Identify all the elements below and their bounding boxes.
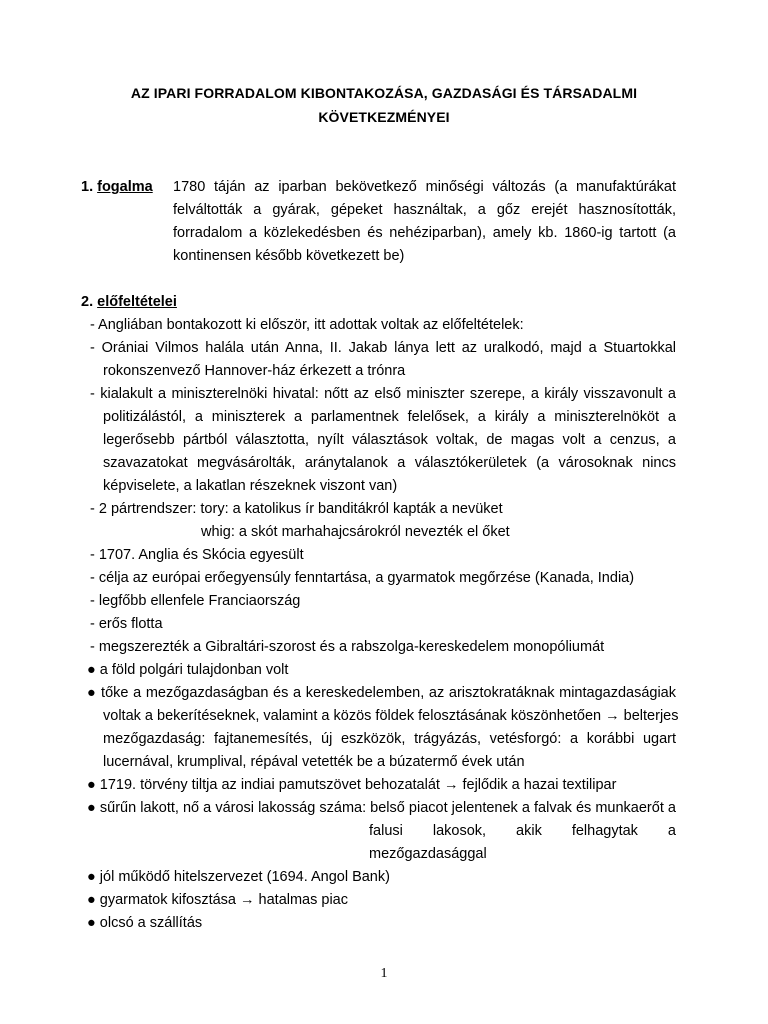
bullet-item-continuation: mezőgazdasággal	[369, 846, 487, 862]
section-1-line: 1780 táján az iparban bekövetkező minőségi változás (a manufaktúrákat	[173, 179, 676, 195]
list-item: - 2 pártrendszer: tory: a katolikus ír banditákról kapták a nevüket	[90, 501, 503, 517]
list-item: - megszerezték a Gibraltári-szorost és a rabszolga-kereskedelem monopóliumát	[90, 639, 605, 655]
bullet-item: ● a föld polgári tulajdonban volt	[87, 662, 289, 678]
bullet-item: ● sűrűn lakott, nő a városi lakosság száma: belső piacot jelentenek a falvak és munkaerőt a	[87, 800, 676, 816]
list-item: - célja az európai erőegyensúly fenntartása, a gyarmatok megőrzése (Kanada, India)	[90, 570, 635, 586]
section-1-title: fogalma	[97, 179, 153, 195]
section-1-line: forradalom a közlekedésben és nehéziparban), amely kb. 1860-ig tartott (a	[173, 225, 676, 241]
bullet-item-continuation: falusi lakosok, akik felhagytak a	[369, 823, 676, 839]
list-item-continuation: legerősebb pártból választotta, nyílt választások voltak, de magas volt a cenzus, a	[103, 432, 676, 448]
bullet-item: ● tőke a mezőgazdaságban és a kereskedelemben, az arisztokratáknak mintagazdaságiak	[87, 685, 676, 701]
bullet-item-continuation: mezőgazdaság: fajtanemesítés, új eszközök, trágyázás, vetésforgó: a korábbi ugart	[103, 731, 676, 747]
bullet-item: ● 1719. törvény tiltja az indiai pamutszövet behozatalát → fejlődik a hazai textilipar	[87, 777, 617, 793]
section-2-heading	[81, 291, 177, 314]
list-item: - kialakult a miniszterelnöki hivatal: nőtt az első miniszter szerepe, a király visszavonult a	[90, 386, 676, 402]
bullet-item: ● gyarmatok kifosztása → hatalmas piac	[87, 892, 348, 908]
section-1-line: felváltották a gyárak, gépeket használtak, a gőz erejét hasznosították,	[173, 202, 676, 218]
list-item: - Angliában bontakozott ki először, itt adottak voltak az előfeltételek:	[90, 317, 524, 333]
list-item: - 1707. Anglia és Skócia egyesült	[90, 547, 304, 563]
section-1-line: kontinensen később következett be)	[173, 248, 405, 264]
list-item-continuation: képviselete, a lakatlan részeknek viszont van)	[103, 478, 398, 494]
list-item-continuation: whig: a skót marhahajcsárokról nevezték el őket	[201, 524, 510, 540]
section-1-heading	[81, 176, 153, 199]
bullet-item: ● jól működő hitelszervezet (1694. Angol Bank)	[87, 869, 390, 885]
list-item: - erős flotta	[90, 616, 163, 632]
document-title-line-1: AZ IPARI FORRADALOM KIBONTAKOZÁSA, GAZDASÁGI ÉS TÁRSADALMI	[130, 85, 638, 101]
list-item-continuation: politizálástól, a miniszterek a parlamentnek felelősek, a király a miniszterelnököt a	[103, 409, 676, 425]
section-2-number: 2.	[81, 294, 94, 310]
document-title-line-2: KÖVETKEZMÉNYEI	[318, 109, 450, 125]
page-number: 1	[380, 966, 388, 981]
list-item-continuation: szavazatokat megvásárolták, aránytalanok a választókerületek (a városoknak nincs	[103, 455, 676, 471]
list-item-continuation: rokonszenvező Hannover-ház érkezett a trónra	[103, 363, 406, 379]
section-1-number: 1.	[81, 179, 94, 195]
list-item: - Orániai Vilmos halála után Anna, II. Jakab lánya lett az uralkodó, majd a Stuartokkal	[90, 340, 676, 356]
bullet-item: ● olcsó a szállítás	[87, 915, 203, 931]
bullet-item-continuation: voltak a bekerítéseknek, valamint a közös földek felosztásának köszönhetően → belterjes	[103, 708, 679, 724]
section-2-title: előfeltételei	[97, 294, 177, 310]
list-item: - legfőbb ellenfele Franciaország	[90, 593, 301, 609]
bullet-item-continuation: lucernával, krumplival, répával vetették be a búzatermő évek után	[103, 754, 525, 770]
